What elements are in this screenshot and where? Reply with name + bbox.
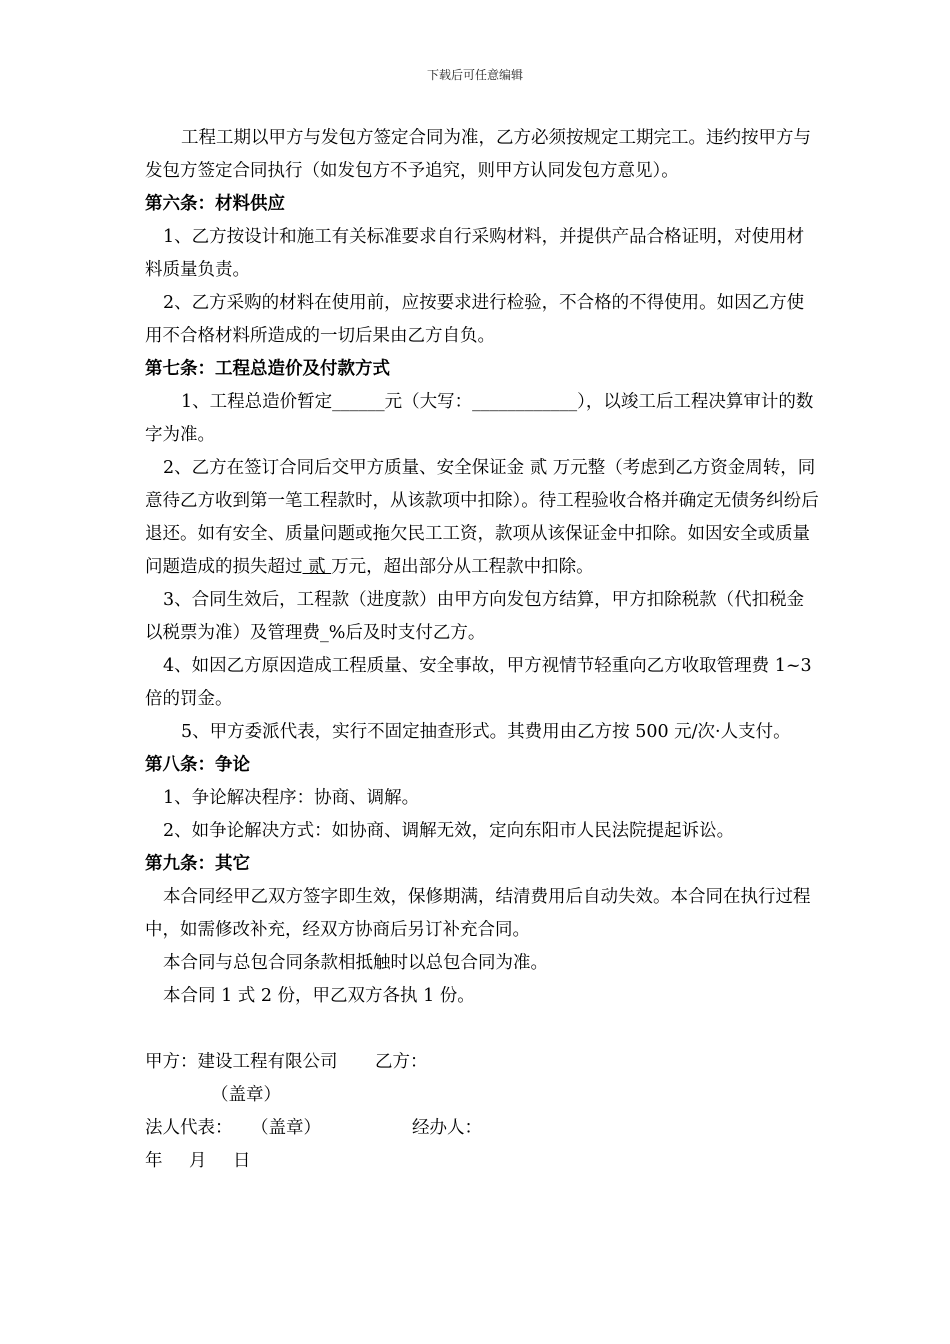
article-9-paragraph-1: 本合同经甲乙双方签字即生效，保修期满，结清费用后自动失效。本合同在执行过程中，如需修改补充，经双方协商后另订补充合同。 xyxy=(145,887,811,940)
signature-line-date xyxy=(145,1145,820,1178)
article-9-paragraph-3: 本合同 1 式 2 份，甲乙双方各执 1 份。 xyxy=(163,986,475,1006)
construction-period-paragraph: 工程工期以甲方与发包方签定合同为准，乙方必须按规定工期完工。违约按甲方与发包方签定合同执行（如发包方不予追究，则甲方认同发包方意见）。 xyxy=(145,128,811,181)
fee-blank: _ xyxy=(320,623,329,643)
loss-amount: 贰 xyxy=(302,557,332,577)
article-7-item-2 xyxy=(145,452,820,584)
seal-party-a: （盖章） xyxy=(211,1085,281,1105)
page-header: 下载后可任意编辑 xyxy=(426,68,523,82)
signature-line-seal xyxy=(145,1079,820,1112)
item-1-text-b: 元（大写： xyxy=(384,392,473,412)
article-6-item-1: 1、乙方按设计和施工有关标准要求自行采购材料，并提供产品合格证明，对使用材料质量负责。 xyxy=(145,227,805,280)
article-6-heading: 第六条：材料供应 xyxy=(145,194,285,214)
item-1-text-a: 1、工程总造价暂定 xyxy=(181,392,333,412)
spacer xyxy=(145,1013,820,1046)
legal-representative: 法人代表： xyxy=(145,1118,233,1138)
handler: 经办人： xyxy=(412,1118,482,1138)
date-year: 年 xyxy=(145,1151,163,1171)
item-3-text-b: %后及时支付乙方。 xyxy=(328,623,486,643)
signature-line-representatives xyxy=(145,1112,820,1145)
article-8-item-2: 2、如争论解决方式：如协商、调解无效，定向东阳市人民法院提起诉讼。 xyxy=(163,821,735,841)
date-day: 日 xyxy=(233,1151,251,1171)
item-1-text-c: ），以竣工后工程决算审计的数字为准。 xyxy=(145,392,814,445)
article-6-item-2: 2、乙方采购的材料在使用前，应按要求进行检验，不合格的不得使用。如因乙方使用不合格材料所造成的一切后果由乙方自负。 xyxy=(145,293,805,346)
article-7-item-4: 4、如因乙方原因造成工程质量、安全事故，甲方视情节轻重向乙方收取管理费 1~3 倍的罚金。 xyxy=(145,656,812,709)
amount-words-blank: ____________ xyxy=(472,392,578,412)
amount-blank: ______ xyxy=(332,392,385,412)
date-month: 月 xyxy=(189,1151,207,1171)
article-7-item-3 xyxy=(145,584,820,650)
signature-line-parties xyxy=(145,1046,820,1079)
contract-body xyxy=(145,122,820,1178)
article-7-item-1 xyxy=(145,386,820,452)
article-8-heading: 第八条：争论 xyxy=(145,755,250,775)
article-9-paragraph-2: 本合同与总包合同条款相抵触时以总包合同为准。 xyxy=(163,953,548,973)
item-3-text-a: 3、合同生效后，工程款（进度款）由甲方向发包方结算，甲方扣除税款（代扣税金以税票为准）及管理费 xyxy=(145,590,805,643)
item-2-text-a: 2、乙方在签订合同后交甲方质量、安全保证金 贰 万元整（考虑到乙方资金周转，同意待乙方收到第一笔工程款时，从该款项中扣除）。待工程验收合格并确定无债务纠纷后退还。如有安全、质量问题或拖欠民工工资，款项从该保证金中扣除。如因安全或质量问题造成的损失超过 xyxy=(145,458,819,577)
party-a: 甲方：建设工程有限公司 xyxy=(145,1052,338,1072)
seal-legal-representative: （盖章） xyxy=(251,1118,321,1138)
article-7-heading: 第七条：工程总造价及付款方式 xyxy=(145,359,390,379)
article-9-heading: 第九条：其它 xyxy=(145,854,250,874)
article-7-item-5: 5、甲方委派代表，实行不固定抽查形式。其费用由乙方按 500 元/次·人支付。 xyxy=(181,722,791,742)
party-b: 乙方： xyxy=(375,1052,428,1072)
item-2-text-b: 万元，超出部分从工程款中扣除。 xyxy=(331,557,594,577)
article-8-item-1: 1、争论解决程序：协商、调解。 xyxy=(163,788,420,808)
